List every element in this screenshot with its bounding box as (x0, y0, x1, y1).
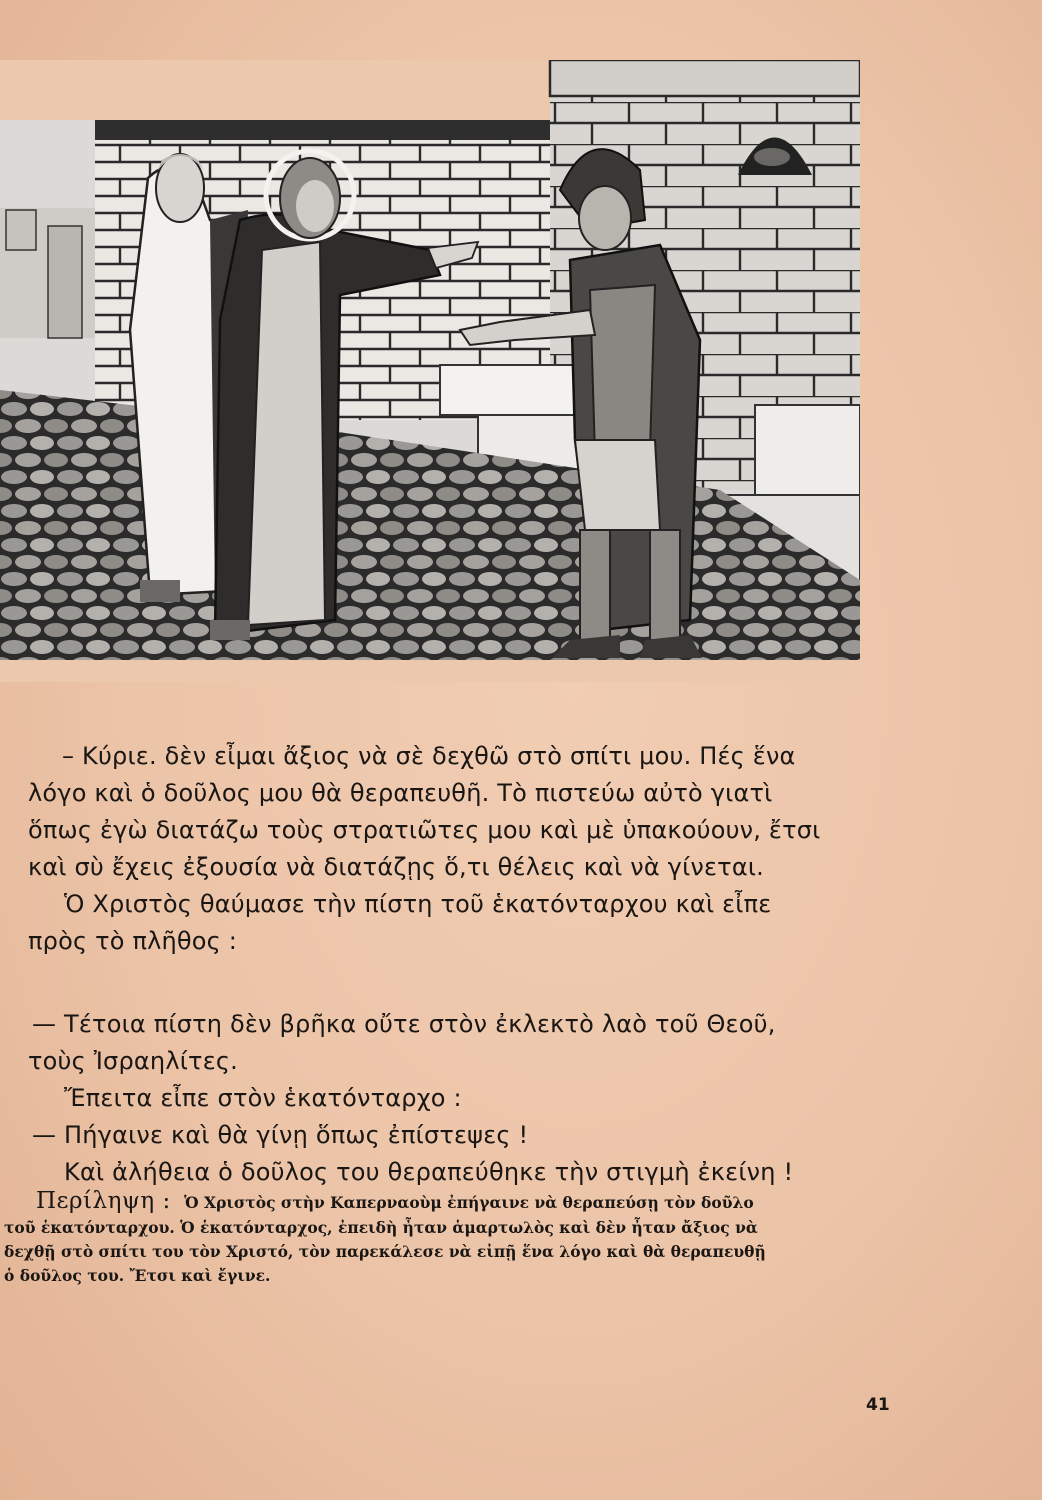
text-line: τοὺς Ἰσραηλίτες. (28, 1047, 238, 1075)
summary-line: δεχθῇ στὸ σπίτι του τὸν Χριστό, τὸν παρεκάλεσε νὰ εἰπῇ ἕνα λόγο καὶ θὰ θεραπευθῇ (4, 1242, 766, 1261)
text-line: ὅπως ἐγὼ διατάζω τοὺς στρατιῶτες μου καὶ μὲ ὑπακούουν, ἔτσι (28, 816, 821, 844)
text-line: λόγο καὶ ὁ δοῦλος μου θὰ θεραπευθῆ. Τὸ πιστεύω αὐτὸ γιατὶ (28, 779, 773, 807)
text-line: – Κύριε. δὲν εἶμαι ἄξιος νὰ σὲ δεχθῶ στὸ σπίτι μου. Πές ἕνα (62, 742, 796, 770)
text-line: Ὁ Χριστὸς θαύμασε τὴν πίστη τοῦ ἑκατόνταρχου καὶ εἶπε (64, 890, 772, 918)
text-line: — Τέτοια πίστη δὲν βρῆκα οὔτε στὸν ἐκλεκτὸ λαὸ τοῦ Θεοῦ, (32, 1010, 776, 1038)
page-number: 41 (866, 1395, 890, 1415)
text-line: Καὶ ἀλήθεια ὁ δοῦλος του θεραπεύθηκε τὴν στιγμὴ ἐκείνη ! (64, 1158, 794, 1186)
text-line: καὶ σὺ ἔχεις ἐξουσία νὰ διατάζῃς ὅ,τι θέλεις καὶ νὰ γίνεται. (28, 853, 764, 881)
text-line: — Πήγαινε καὶ θὰ γίνῃ ὅπως ἐπίστεψες ! (32, 1121, 529, 1149)
summary-line: τοῦ ἑκατόνταρχου. Ὁ ἑκατόνταρχος, ἐπειδὴ ἦταν ἁμαρτωλὸς καὶ δὲν ἦταν ἄξιος νὰ (4, 1218, 758, 1237)
summary-line: Ὁ Χριστὸς στὴν Καπερναοὺμ ἐπήγαινε νὰ θεραπεύσῃ τὸν δοῦλο (184, 1193, 754, 1212)
summary-line: ὁ δοῦλος του. Ἔτσι καὶ ἔγινε. (4, 1266, 271, 1285)
summary-label: Περίληψη : (36, 1188, 171, 1214)
summary-first-line (36, 1188, 754, 1214)
text-line: πρὸς τὸ πλῆθος : (28, 927, 238, 955)
illustration-centurion-scene (0, 60, 860, 682)
text-line: Ἔπειτα εἶπε στὸν ἑκατόνταρχο : (64, 1084, 462, 1112)
